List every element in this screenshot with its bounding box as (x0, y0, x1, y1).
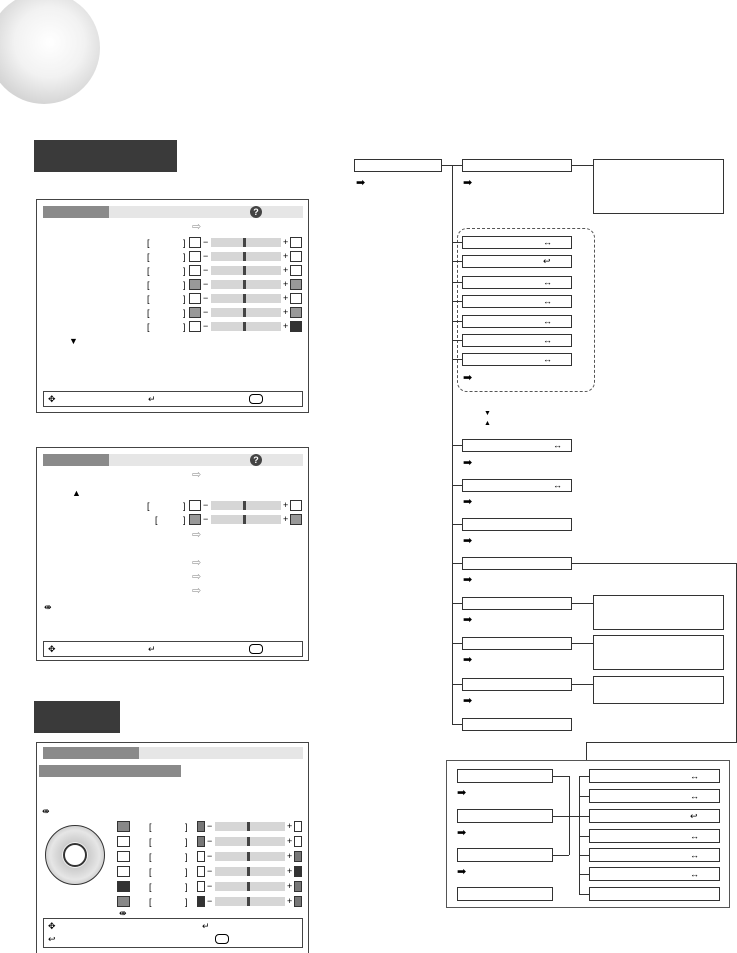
bracket-open: [ (149, 852, 152, 862)
note-box-3 (593, 635, 724, 670)
red-icon (189, 307, 201, 318)
sub-item (589, 848, 720, 862)
slider-color-1[interactable] (215, 822, 285, 831)
bracket-close: ] (183, 322, 186, 332)
connector (452, 684, 462, 685)
menu-button-icon (249, 644, 263, 654)
slider-color-3[interactable] (215, 852, 285, 861)
minus-sign: − (203, 251, 209, 261)
arrow-icon: ➡ (463, 535, 473, 547)
plus-sign: + (283, 514, 289, 524)
sub-item (589, 789, 720, 803)
color-saturation-icon (189, 500, 201, 511)
plus-sign: + (287, 821, 293, 831)
sub-item (589, 769, 720, 783)
tree-item-box (462, 439, 572, 452)
arrow-right-icon: ⇨ (192, 529, 202, 541)
arrow-icon: ➡ (463, 457, 473, 469)
connector (572, 643, 593, 644)
minus-sign: − (203, 307, 209, 317)
menu-tab-bar (109, 206, 303, 218)
brightness-high-icon (290, 251, 302, 262)
connector (553, 776, 569, 777)
tree-item-box (462, 295, 572, 308)
tree-item-box (462, 518, 572, 531)
slider-value[interactable] (211, 515, 281, 524)
slider-saturation[interactable] (211, 501, 281, 510)
menu-screen-1 (36, 199, 309, 413)
arrow-right-icon: ⇨ (192, 557, 202, 569)
tint-icon (189, 279, 201, 290)
tri-up-icon: ▲ (484, 420, 491, 427)
return-icon: ↩ (690, 811, 698, 821)
connector (579, 836, 589, 837)
connector (586, 742, 737, 743)
value-high-icon (290, 514, 302, 525)
arrow-icon: ➡ (356, 177, 366, 189)
help-icon: ? (250, 454, 262, 466)
menu-tab-active (43, 454, 109, 466)
swap-icon: ↔ (543, 335, 552, 345)
tree-item-box (462, 334, 572, 347)
arrow-icon: ➡ (463, 372, 473, 384)
slider-color[interactable] (211, 266, 281, 275)
bracket-open: [ (147, 322, 150, 332)
swatch-high (294, 851, 302, 862)
bracket-close: ] (183, 266, 186, 276)
connector (452, 242, 462, 243)
value-icon (189, 514, 201, 525)
bracket-open: [ (149, 897, 152, 907)
adjust-icon: ⇼ (44, 602, 52, 612)
sharpness-high-icon (290, 293, 302, 304)
minus-sign: − (203, 237, 209, 247)
menu-tab-active (43, 747, 139, 759)
swap-icon: ↔ (690, 850, 699, 860)
minus-sign: − (207, 851, 213, 861)
color-swatch-green (117, 851, 130, 862)
plus-sign: + (287, 896, 293, 906)
bracket-close: ] (183, 515, 186, 525)
arrow-right-icon: ⇨ (192, 221, 202, 233)
bracket-open: [ (147, 294, 150, 304)
swatch-high (294, 896, 302, 907)
swatch-low (197, 881, 205, 892)
connector (572, 165, 593, 166)
bracket-open: [ (147, 266, 150, 276)
subtree-panel (446, 760, 730, 908)
connector (452, 445, 462, 446)
connector (579, 776, 580, 894)
bracket-close: ] (185, 897, 188, 907)
plus-sign: + (283, 500, 289, 510)
tree-item-box (462, 315, 572, 328)
arrow-right-icon: ⇨ (192, 469, 202, 481)
slider-color-5[interactable] (215, 882, 285, 891)
minus-sign: − (203, 514, 209, 524)
connector (579, 796, 589, 797)
bracket-open: [ (147, 501, 150, 511)
tree-item-box (462, 557, 572, 570)
tree-item-box (462, 597, 572, 610)
plus-sign: + (283, 251, 289, 261)
connector (452, 603, 462, 604)
section-label-picture (34, 140, 177, 172)
color-saturation-high-icon (290, 500, 302, 511)
slider-group-1 (147, 237, 307, 335)
connector (579, 855, 589, 856)
connector (452, 301, 462, 302)
tree-item-box (462, 718, 572, 731)
tree-item-box (462, 479, 572, 492)
tree-item-box (462, 353, 572, 366)
connector (452, 563, 462, 564)
connector (452, 261, 462, 262)
contrast-high-icon (290, 237, 302, 248)
enter-icon: ↵ (148, 394, 156, 404)
connector (452, 485, 462, 486)
connector (452, 340, 462, 341)
menu-footer (43, 641, 303, 657)
section-label-color (34, 701, 120, 733)
connector (452, 524, 462, 525)
tree-item-box (462, 637, 572, 650)
swatch-low (197, 866, 205, 877)
arrow-icon: ➡ (463, 695, 473, 707)
bracket-open: [ (149, 837, 152, 847)
bracket-close: ] (185, 852, 188, 862)
swap-icon: ↔ (690, 771, 699, 781)
minus-sign: − (203, 500, 209, 510)
connector (572, 563, 737, 564)
bracket-open: [ (155, 515, 158, 525)
enter-icon: ↵ (148, 644, 156, 654)
bracket-close: ] (183, 238, 186, 248)
sub-item (589, 887, 720, 901)
minus-sign: − (207, 866, 213, 876)
minus-sign: − (203, 265, 209, 275)
help-icon: ? (250, 206, 262, 218)
enter-icon: ↵ (202, 921, 210, 931)
slider-color-2[interactable] (215, 837, 285, 846)
tree-item-box (462, 678, 572, 691)
swap-icon: ↔ (543, 237, 552, 247)
scroll-up-icon[interactable]: ▲ (72, 488, 81, 498)
plus-sign: + (283, 321, 289, 331)
connector (586, 742, 587, 760)
sub-box-3 (457, 848, 553, 862)
blue-icon (189, 321, 201, 332)
swap-icon: ↔ (543, 354, 552, 364)
slider-color-4[interactable] (215, 867, 285, 876)
bracket-open: [ (149, 882, 152, 892)
contrast-icon (189, 237, 201, 248)
plus-sign: + (283, 237, 289, 247)
slider-sharpness[interactable] (211, 294, 281, 303)
note-box-2 (593, 595, 724, 630)
tree-box-1 (462, 159, 572, 172)
color-swatch-blue (117, 881, 130, 892)
menu-tab-bar (109, 454, 303, 466)
plus-sign: + (283, 265, 289, 275)
arrow-icon: ➡ (457, 787, 467, 799)
adjust-icon: ⇼ (119, 908, 127, 918)
bracket-open: [ (147, 280, 150, 290)
dpad-icon: ✥ (48, 394, 56, 404)
color-wheel-center (63, 843, 87, 867)
bracket-close: ] (183, 501, 186, 511)
bracket-close: ] (185, 822, 188, 832)
swap-icon: ↔ (690, 791, 699, 801)
swap-icon: ↔ (543, 277, 552, 287)
slider-blue[interactable] (211, 322, 281, 331)
note-box-4 (593, 676, 724, 704)
bracket-open: [ (147, 308, 150, 318)
sub-box-4 (457, 887, 553, 901)
tree-item-box (462, 276, 572, 289)
connector (572, 603, 593, 604)
swap-icon: ↔ (553, 440, 562, 450)
red-high-icon (290, 307, 302, 318)
color-swatch-yellow (117, 836, 130, 847)
minus-sign: − (203, 321, 209, 331)
connector (452, 321, 462, 322)
bracket-open: [ (147, 252, 150, 262)
minus-sign: − (207, 836, 213, 846)
minus-sign: − (203, 279, 209, 289)
menu-button-icon (215, 934, 229, 944)
connector (452, 282, 462, 283)
sub-item (589, 867, 720, 881)
menu-footer (43, 918, 303, 948)
submenu-tab (39, 765, 181, 777)
tint-high-icon (290, 279, 302, 290)
color-swatch-magenta (117, 896, 130, 907)
bracket-close: ] (185, 882, 188, 892)
sub-box-2 (457, 809, 553, 823)
plus-sign: + (287, 881, 293, 891)
dpad-icon: ✥ (48, 921, 56, 931)
tree-item-box (462, 255, 572, 268)
arrow-icon: ➡ (463, 654, 473, 666)
minus-sign: − (207, 896, 213, 906)
swap-icon: ↔ (553, 480, 562, 490)
arrow-icon: ➡ (463, 177, 473, 189)
swatch-low (197, 896, 205, 907)
arrow-icon: ➡ (463, 614, 473, 626)
plus-sign: + (287, 866, 293, 876)
bracket-close: ] (183, 308, 186, 318)
connector (579, 776, 589, 777)
menu-screen-3 (36, 742, 309, 953)
connector (452, 359, 462, 360)
swatch-high (294, 881, 302, 892)
color-wheel-icon (45, 825, 105, 885)
connector (579, 816, 589, 817)
plus-sign: + (287, 836, 293, 846)
corner-circle-decoration (0, 0, 100, 104)
color-rows (117, 821, 307, 911)
plus-sign: + (283, 293, 289, 303)
tree-root-box (354, 159, 442, 172)
color-icon (189, 265, 201, 276)
menu-tab-active (43, 206, 109, 218)
dashed-group (457, 228, 595, 392)
swap-icon: ↔ (543, 316, 552, 326)
connector (579, 894, 589, 895)
menu-screen-2 (36, 447, 309, 661)
connector (579, 874, 589, 875)
bracket-close: ] (183, 280, 186, 290)
slider-red[interactable] (211, 308, 281, 317)
sharpness-icon (189, 293, 201, 304)
bracket-close: ] (183, 294, 186, 304)
brightness-icon (189, 251, 201, 262)
color-high-icon (290, 265, 302, 276)
adjust-icon: ⇼ (42, 806, 50, 816)
swatch-low (197, 836, 205, 847)
arrow-right-icon: ⇨ (192, 585, 202, 597)
slider-tint[interactable] (211, 280, 281, 289)
menu-button-icon (249, 394, 263, 404)
arrow-icon: ➡ (463, 574, 473, 586)
swap-icon: ↔ (690, 869, 699, 879)
menu-footer (43, 391, 303, 407)
dpad-icon: ✥ (48, 644, 56, 654)
bracket-open: [ (149, 822, 152, 832)
bracket-open: [ (149, 867, 152, 877)
bracket-close: ] (185, 867, 188, 877)
minus-sign: − (207, 881, 213, 891)
blue-high-icon (290, 321, 302, 332)
arrow-right-icon: ⇨ (192, 571, 202, 583)
arrow-icon: ➡ (457, 866, 467, 878)
minus-sign: − (207, 821, 213, 831)
arrow-icon: ➡ (457, 827, 467, 839)
return-icon: ↩ (543, 256, 551, 266)
note-box-1 (593, 159, 724, 214)
menu-tab-bar (139, 747, 303, 759)
connector (452, 643, 462, 644)
swap-icon: ↔ (690, 831, 699, 841)
swatch-low (197, 851, 205, 862)
sub-item (589, 809, 720, 823)
color-swatch-red (117, 821, 130, 832)
sub-item (589, 829, 720, 843)
plus-sign: + (283, 307, 289, 317)
arrow-icon: ➡ (463, 496, 473, 508)
scroll-down-icon[interactable]: ▼ (69, 336, 78, 346)
swatch-low (197, 821, 205, 832)
tri-down-icon: ▼ (484, 410, 491, 417)
bracket-close: ] (183, 252, 186, 262)
swatch-high (294, 821, 302, 832)
sub-box-1 (457, 769, 553, 783)
slider-brightness[interactable] (211, 252, 281, 261)
bracket-close: ] (185, 837, 188, 847)
plus-sign: + (283, 279, 289, 289)
return-icon: ↩ (48, 934, 56, 944)
color-swatch-cyan (117, 866, 130, 877)
minus-sign: − (203, 293, 209, 303)
swap-icon: ↔ (543, 296, 552, 306)
connector (553, 855, 569, 856)
plus-sign: + (287, 851, 293, 861)
connector (452, 724, 462, 725)
swatch-high (294, 866, 302, 877)
slider-color-6[interactable] (215, 897, 285, 906)
tree-item-box (462, 236, 572, 249)
slider-contrast[interactable] (211, 238, 281, 247)
swatch-high (294, 836, 302, 847)
connector (572, 684, 593, 685)
bracket-open: [ (147, 238, 150, 248)
